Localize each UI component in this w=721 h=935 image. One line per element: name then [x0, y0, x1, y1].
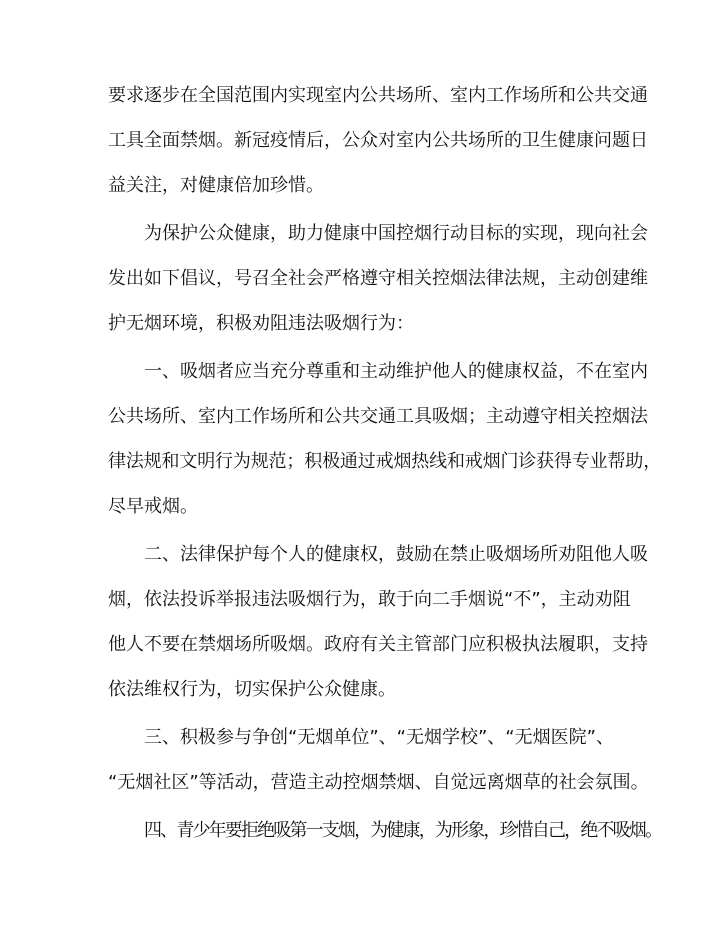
- paragraph-5-line-2: “无烟社区”等活动，营造主动控烟禁烟、自觉远离烟草的社会氛围。: [108, 772, 649, 793]
- paragraph-4-line-2: 烟，依法投诉举报违法吸烟行为，敢于向二手烟说“不”，主动劝阻: [108, 589, 631, 610]
- paragraph-3-line-3: 律法规和文明行为规范；积极通过戒烟热线和戒烟门诊获得专业帮助，: [108, 451, 662, 472]
- paragraph-3-line-4: 尽早戒烟。: [108, 496, 198, 517]
- paragraph-4-line-1: 二、法律保护每个人的健康权，鼓励在禁止吸烟场所劝阻他人吸: [144, 544, 648, 565]
- paragraph-2-line-3: 护无烟环境，积极劝阻违法吸烟行为：: [108, 313, 414, 334]
- paragraph-3-line-2: 公共场所、室内工作场所和公共交通工具吸烟；主动遵守相关控烟法: [108, 406, 648, 427]
- paragraph-5-line-1: 三、积极参与争创“无烟单位”、“无烟学校”、“无烟医院”、: [144, 727, 614, 748]
- paragraph-4-line-3: 他人不要在禁烟场所吸烟。政府有关主管部门应积极执法履职，支持: [108, 634, 648, 655]
- paragraph-2-line-2: 发出如下倡议，号召全社会严格遵守相关控烟法律法规，主动创建维: [108, 268, 648, 289]
- paragraph-1-line-2: 工具全面禁烟。新冠疫情后，公众对室内公共场所的卫生健康问题日: [108, 130, 648, 151]
- paragraph-4-line-4: 依法维权行为，切实保护公众健康。: [108, 679, 396, 700]
- paragraph-1-line-1: 要求逐步在全国范围内实现室内公共场所、室内工作场所和公共交通: [108, 85, 648, 106]
- paragraph-2-line-1: 为保护公众健康，助力健康中国控烟行动目标的实现，现向社会: [144, 223, 648, 244]
- paragraph-1-line-3: 益关注，对健康倍加珍惜。: [108, 175, 324, 196]
- paragraph-6-line-1: 四、青少年要拒绝吸第一支烟，为健康，为形象，珍惜自己，绝不吸烟。: [144, 820, 662, 841]
- paragraph-3-line-1: 一、吸烟者应当充分尊重和主动维护他人的健康权益，不在室内: [144, 361, 648, 382]
